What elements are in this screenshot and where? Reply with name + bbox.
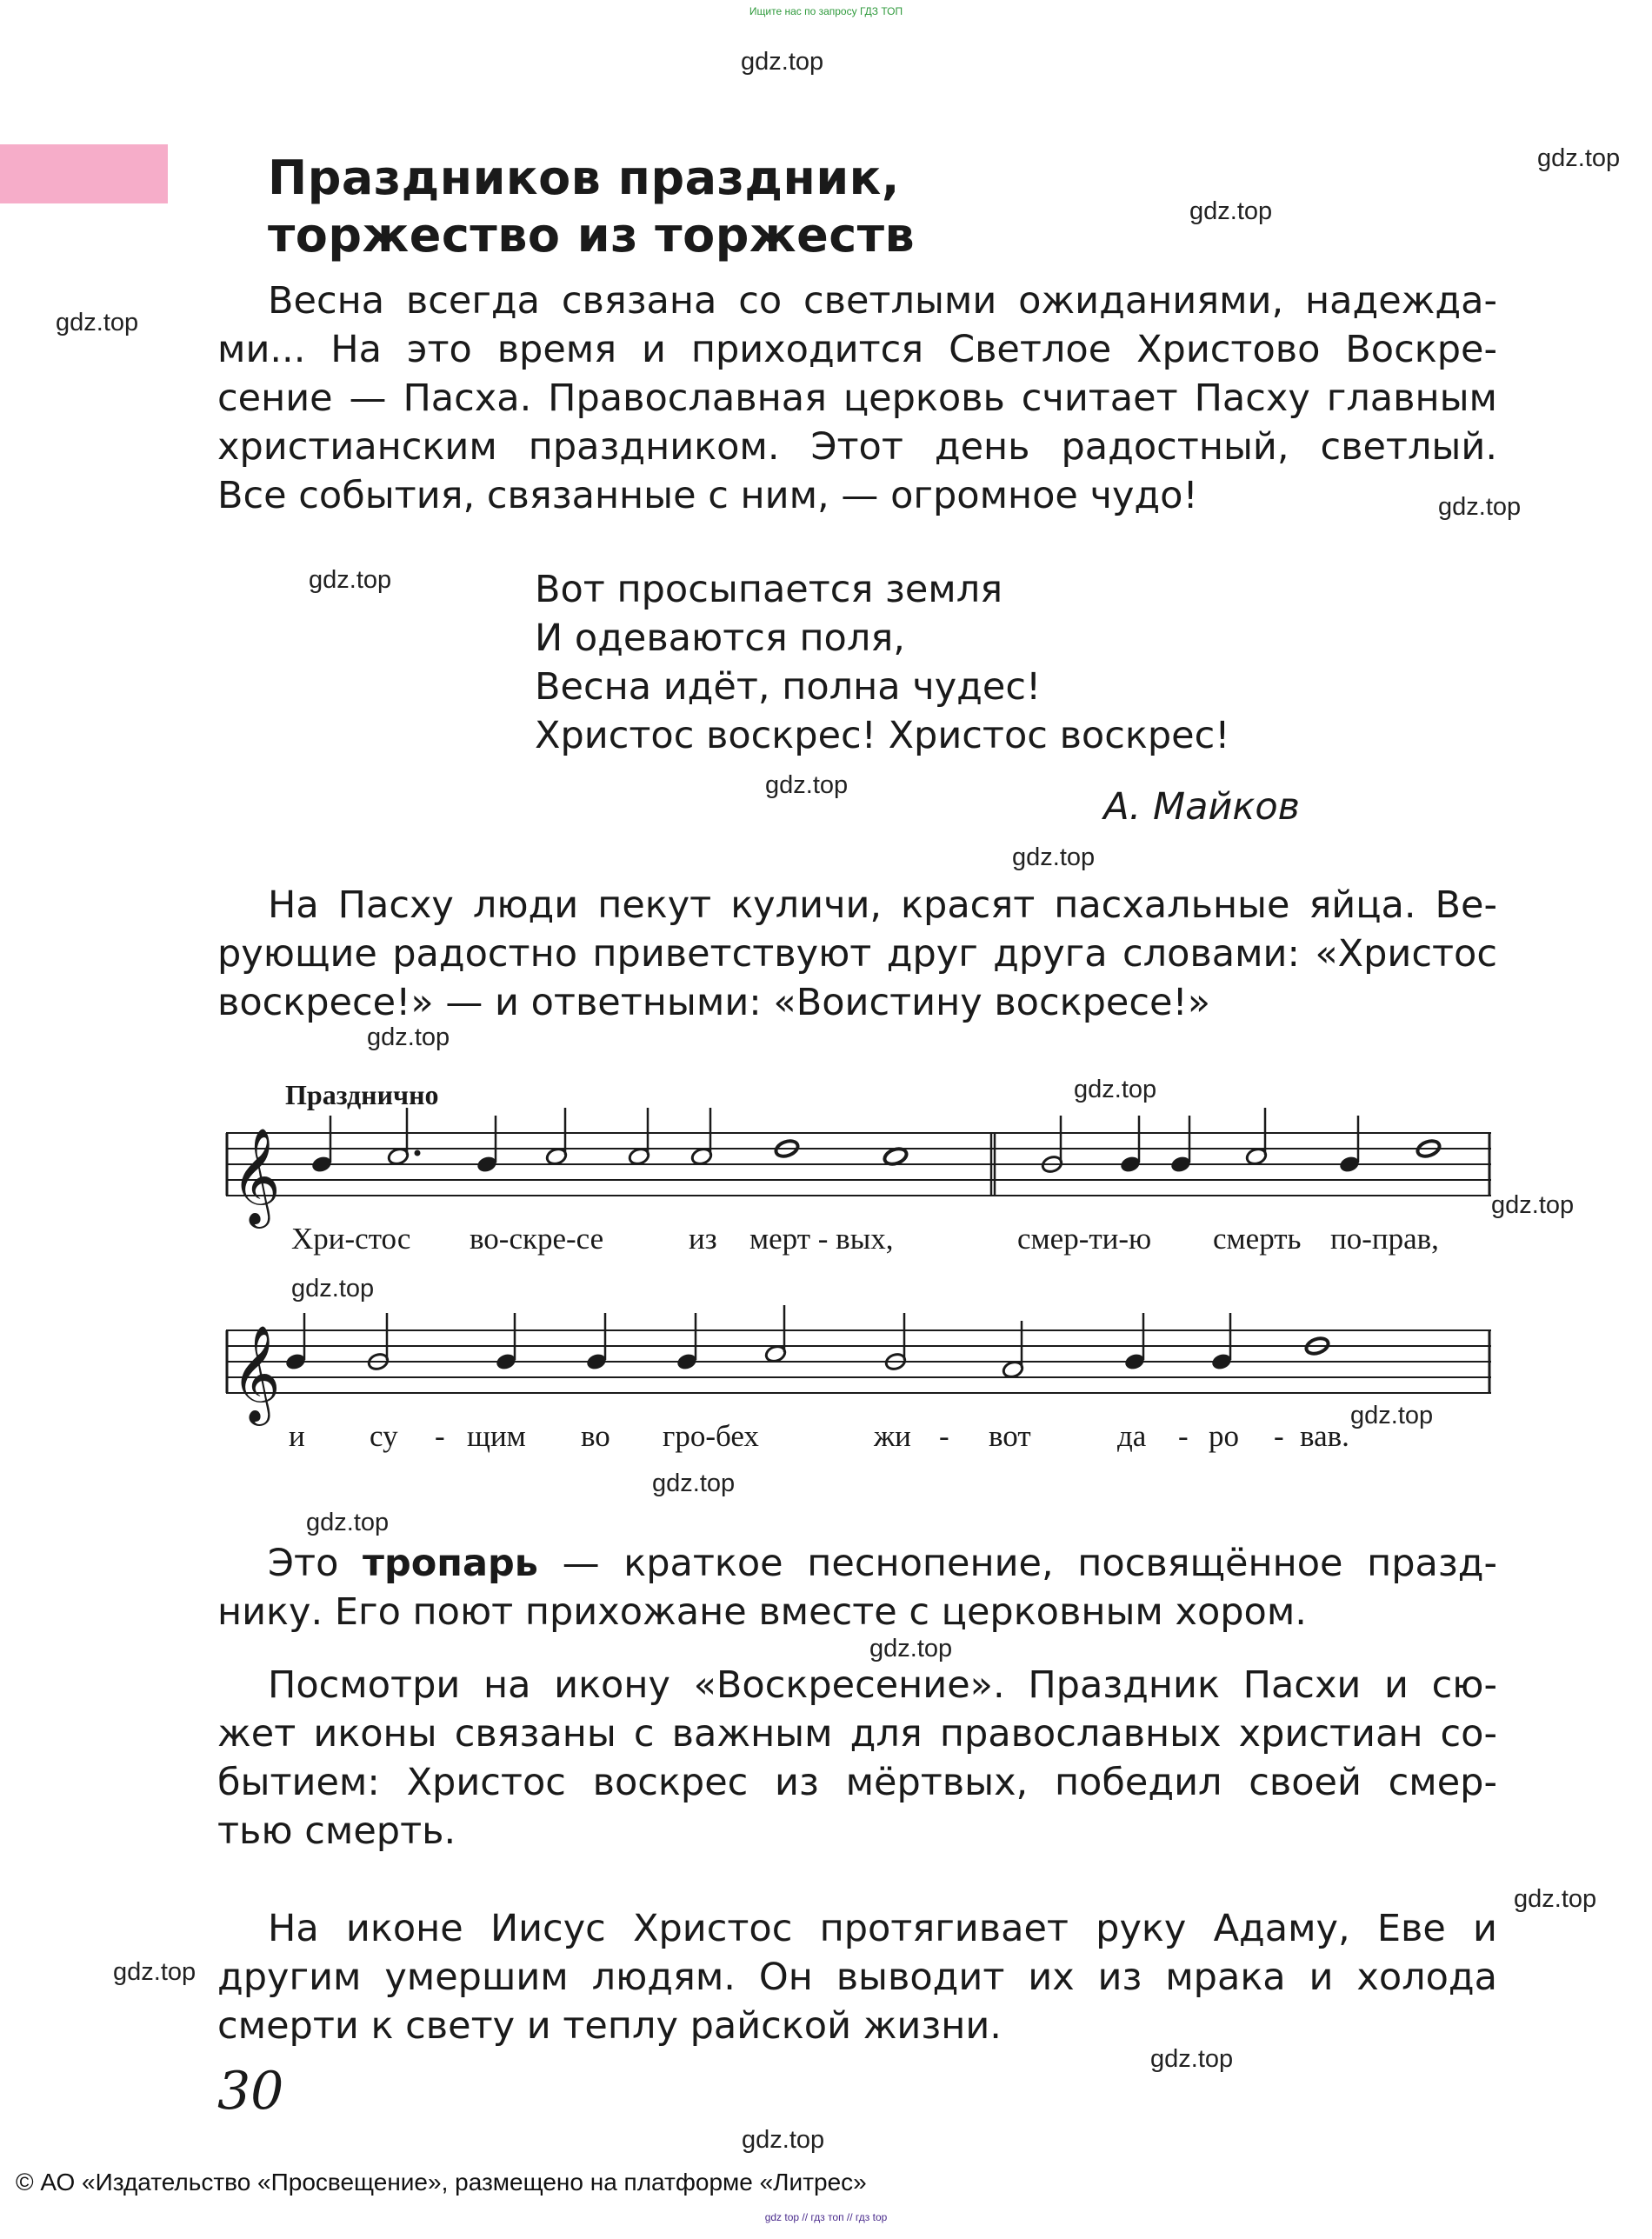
music-note [545,1108,568,1166]
watermark: gdz.top [309,566,392,594]
text-line: нику. Его поют прихожане вместе с церковным хором. [217,1590,1307,1634]
music-note [690,1108,713,1166]
page-number: 30 [217,2061,284,2122]
section-marker [0,144,168,203]
watermark: gdz.top [869,1635,953,1663]
tempo-marking: Празднично [285,1079,439,1110]
watermark: gdz.top [1438,493,1522,521]
poem-line: Вот просыпается земля [535,568,1003,611]
text-line: Весна всегда связана со светлыми ожиданиями, надежда- [268,279,1497,323]
troparion-term: тропарь [363,1542,538,1585]
poem-author: А. Майков [1103,785,1300,829]
copyright: © АО «Издательство «Просвещение», размещено на платформе «Литрес» [16,2169,867,2196]
text-line: рующие радостно приветствуют друг друга словами: «Христос [217,932,1497,976]
lyric-syllable: - [939,1419,949,1453]
watermark: gdz.top [113,1958,197,1986]
text-line: Все события, связанные с ним, — огромное чудо! [217,474,1198,517]
lyric-syllable: мерт - вых, [749,1222,894,1256]
music-note [676,1313,698,1371]
easter-paragraph [217,881,1497,1027]
watermark: gdz.top [1074,1076,1157,1103]
lyric-syllable: и [289,1419,305,1453]
watermark: gdz.top [742,2126,825,2154]
music-note [1169,1116,1192,1174]
troparion-rest: — краткое песнопение, посвящённое празд- [537,1542,1497,1585]
title-line-2: торжество из торжеств [268,208,916,263]
lyric-syllable: ро [1209,1419,1239,1453]
lyric-syllable: да [1117,1419,1147,1453]
watermark: gdz.top [1491,1191,1575,1219]
text-line: смерти к свету и теплу райской жизни. [217,2004,1002,2048]
lyric-syllable: - [1178,1419,1189,1453]
top-note: Ищите нас по запросу ГДЗ ТОП [749,5,903,17]
watermark: gdz.top [1012,843,1096,871]
poem [535,565,1229,760]
watermark: gdz.top [1514,1885,1597,1913]
page-title [268,150,1398,264]
watermark: gdz.top [741,48,824,76]
music-note [1338,1116,1361,1174]
intro-paragraph [217,277,1497,520]
lyric-syllable: щим [467,1419,526,1453]
lyric-syllable: смер-ти-ю [1017,1222,1152,1256]
music-note [1041,1116,1063,1174]
bottom-note: gdz top // гдз топ // гдз top [764,2211,888,2223]
watermark: gdz.top [367,1023,450,1051]
watermark: gdz.top [652,1469,736,1497]
music-note [387,1108,421,1166]
music-note [495,1313,517,1371]
watermark: gdz.top [1537,144,1621,172]
text-line: тью смерть. [217,1809,456,1853]
watermark: gdz.top [56,309,139,337]
text-line: жет иконы связаны с важным для православных христиан со- [217,1712,1497,1756]
music-note [367,1313,390,1371]
staff-2 [226,1330,1491,1393]
lyric-syllable: во-скре-се [470,1222,604,1256]
treble-clef-icon: 𝄞 [231,1129,281,1223]
icon-paragraph [217,1661,1497,1856]
poem-line: Христос воскрес! Христос воскрес! [535,714,1230,757]
lyric-syllable: жи [874,1419,911,1453]
music-note [284,1313,307,1371]
adam-paragraph [217,1904,1497,2050]
treble-clef-icon: 𝄞 [231,1327,281,1420]
poem-line: Весна идёт, полна чудес! [535,665,1042,709]
text-line: христианским праздником. Этот день радостный, светлый. [217,425,1497,469]
text-line: На Пасху люди пекут куличи, красят пасхальные яйца. Ве- [268,883,1497,927]
text-line: На иконе Иисус Христос протягивает руку Адаму, Еве и [268,1907,1497,1950]
text-line: сение — Пасха. Православная церковь считает Пасху главным [217,376,1497,420]
notes-line-2 [284,1305,1330,1379]
lyric-syllable: вот [989,1419,1031,1453]
music-note [1210,1313,1233,1371]
music-note [764,1305,787,1363]
lyric-syllable: Хри-стос [291,1222,411,1256]
watermark: gdz.top [291,1275,375,1303]
text-line: Посмотри на икону «Воскресение». Праздник Пасхи и сю- [268,1663,1497,1707]
music-note [1119,1116,1142,1174]
music-note [1245,1108,1268,1166]
music-note [476,1116,498,1174]
staff-1 [226,1133,1491,1196]
lyric-syllable: смерть [1213,1222,1302,1256]
lyric-syllable: во [581,1419,610,1453]
text-line [217,1539,1497,1588]
lyric-syllable: - [435,1419,445,1453]
watermark: gdz.top [765,771,849,799]
lyric-syllable: вав. [1300,1419,1349,1453]
music-note [585,1313,608,1371]
watermark: gdz.top [1189,197,1273,225]
text-line: воскресе!» — и ответными: «Воистину воскресе!» [217,981,1210,1024]
text-line: ми... На это время и приходится Светлое Христово Воскре- [217,328,1497,371]
text-line: бытием: Христос воскрес из мёртвых, победил своей смер- [217,1761,1497,1804]
music-note [310,1116,333,1174]
watermark: gdz.top [1150,2045,1234,2073]
poem-line: И одеваются поля, [535,616,905,660]
music-score [0,1061,1652,1469]
music-note [628,1108,650,1166]
lyric-syllable: из [689,1222,717,1256]
watermark: gdz.top [306,1509,390,1536]
title-line-1: Праздников праздник, [268,150,900,205]
music-note [1123,1313,1146,1371]
lyric-syllable: су [370,1419,398,1453]
lyric-syllable: - [1274,1419,1284,1453]
troparion-paragraph [217,1539,1497,1636]
text-line: другим умершим людям. Он выводит их из мрака и холода [217,1956,1497,1999]
music-note [884,1313,907,1371]
troparion-prefix: Это [268,1542,363,1585]
watermark: gdz.top [1350,1402,1434,1429]
lyric-syllable: по-прав, [1330,1222,1439,1256]
lyric-syllable: гро-бех [663,1419,759,1453]
